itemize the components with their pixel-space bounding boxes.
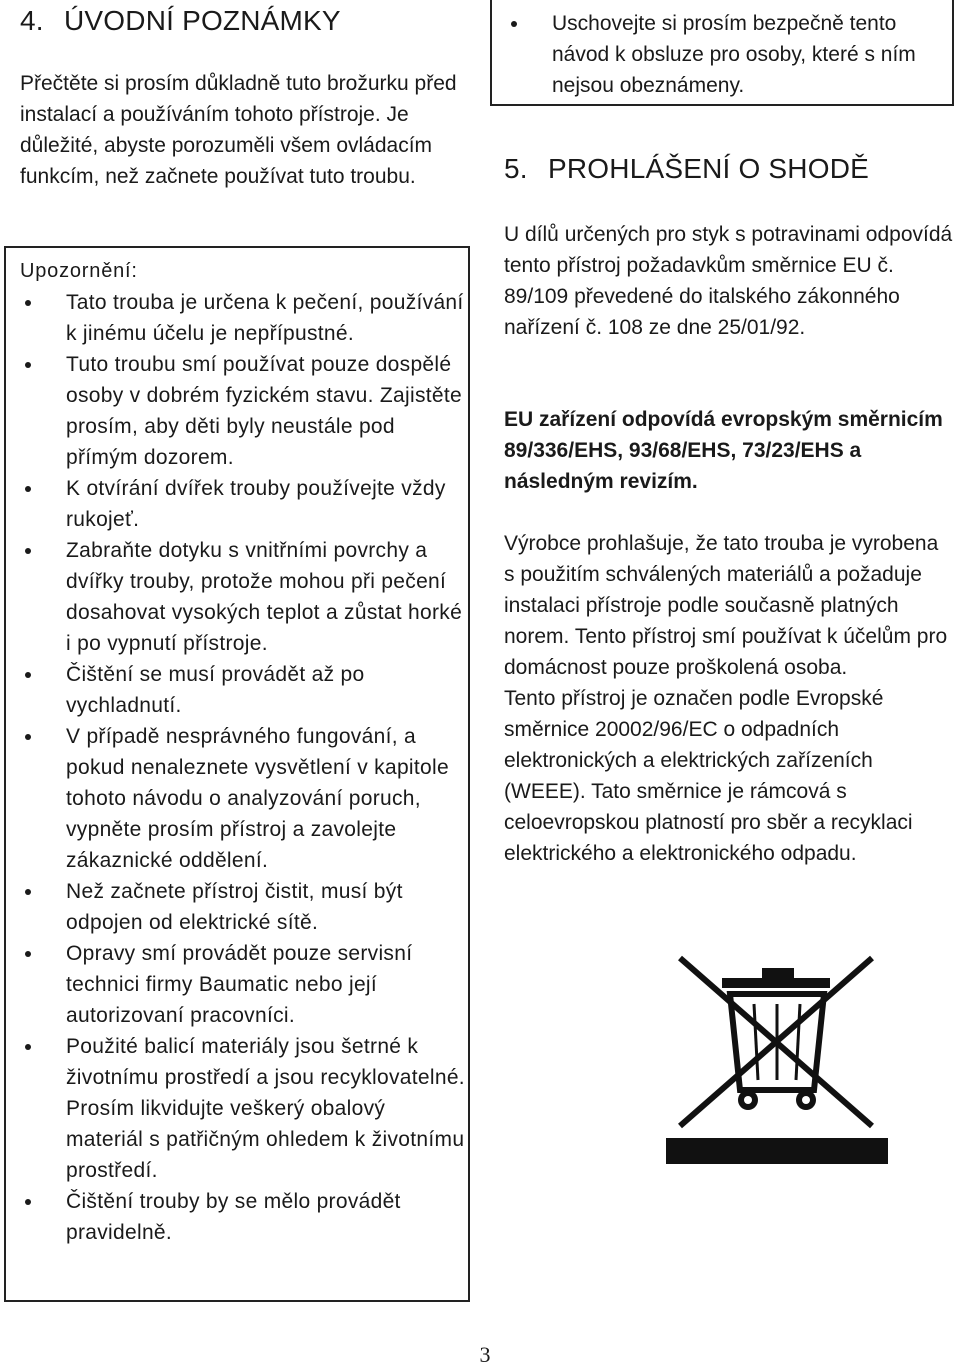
warning-box <box>4 246 470 1302</box>
bullet-icon <box>25 486 31 492</box>
list-item <box>6 287 466 349</box>
list-item-text: K otvírání dvířek trouby používejte vždy rukojeť. <box>66 477 446 531</box>
bullet-icon <box>25 362 31 368</box>
bullet-icon <box>25 1199 31 1205</box>
section-title: ÚVODNÍ POZNÁMKY <box>64 5 341 36</box>
list-item-text: Tato trouba je určena k pečení, používání k jinému účelu je nepřípustné. <box>66 291 464 345</box>
list-item-text: Čištění trouby by se mělo provádět pravidelně. <box>66 1190 401 1244</box>
list-item-text: Uschovejte si prosím bezpečně tento návod k obsluze pro osoby, které s ním nejsou obeznámeny. <box>552 12 916 97</box>
warning-title: Upozornění: <box>20 260 138 282</box>
list-item-text: Opravy smí provádět pouze servisní technici firmy Baumatic nebo její autorizovaní pracovníci. <box>66 942 413 1027</box>
section-5-heading <box>504 152 869 186</box>
bullet-icon <box>25 889 31 895</box>
bullet-icon <box>25 951 31 957</box>
bullet-icon <box>25 672 31 678</box>
list-item <box>6 876 466 938</box>
list-item-text: Tuto troubu smí používat pouze dospělé osoby v dobrém fyzickém stavu. Zajistěte prosím, aby děti byly neustále pod přímým dozorem. <box>66 353 462 469</box>
list-item <box>6 1186 466 1248</box>
bullet-icon <box>511 21 517 27</box>
section-number: 4. <box>20 5 44 36</box>
continued-warning-list <box>492 8 932 101</box>
section-title: PROHLÁŠENÍ O SHODĚ <box>548 153 870 184</box>
warning-list <box>6 287 466 1248</box>
list-item-text: Použité balicí materiály jsou šetrné k životnímu prostředí a jsou recyklovatelné. Prosím likvidujte veškerý obalový materiál s patřičným ohledem k životnímu prostředí. <box>66 1035 465 1182</box>
weee-paragraph: Tento přístroj je označen podle Evropské směrnice 20002/96/EC o odpadních elektronických a elektrických zařízeních (WEEE). Tato směrnice je rámcová s celoevropskou platností pro sběr a recyklaci elektrického a elektronického odpadu. <box>504 687 913 865</box>
list-item <box>6 938 466 1031</box>
list-item-text: Zabraňte dotyku s vnitřními povrchy a dvířky trouby, protože mohou při pečení dosahovat vysokých teplot a zůstat horké i po vypnutí přístroje. <box>66 539 463 655</box>
bullet-icon <box>25 734 31 740</box>
page-number: 3 <box>479 1342 491 1367</box>
list-item-text: Čištění se musí provádět až po vychladnutí. <box>66 663 365 717</box>
eu-directives-paragraph: EU zařízení odpovídá evropským směrnicím 89/336/EHS, 93/68/EHS, 73/23/EHS a následným revizím. <box>504 408 943 493</box>
manufacturer-declaration <box>504 528 954 869</box>
section-number: 5. <box>504 153 528 184</box>
list-item <box>6 1031 466 1186</box>
food-contact-paragraph: U dílů určených pro styk s potravinami odpovídá tento přístroj požadavkům směrnice EU č. 89/109 převedené do italského zákonného nařízení č. 108 ze dne 25/01/92. <box>504 223 953 339</box>
intro-paragraph: Přečtěte si prosím důkladně tuto brožurku před instalací a používáním tohoto přístroje. Je důležité, abyste porozuměli všem ovládacím funkcím, než začnete používat tuto troubu. <box>20 72 457 188</box>
list-item <box>6 473 466 535</box>
continued-warning-box <box>490 0 954 106</box>
list-item-text: V případě nesprávného fungování, a pokud nenaleznete vysvětlení v kapitole tohoto návodu o analyzování poruch, vypněte prosím přístroj a zavolejte zákaznické oddělení. <box>66 725 449 872</box>
list-item <box>492 8 932 101</box>
bullet-icon <box>25 548 31 554</box>
list-item <box>6 721 466 876</box>
list-item <box>6 659 466 721</box>
list-item <box>6 535 466 659</box>
list-item-text: Než začnete přístroj čistit, musí být odpojen od elektrické sítě. <box>66 880 403 934</box>
bullet-icon <box>25 300 31 306</box>
list-item <box>6 349 466 473</box>
section-4-heading <box>20 4 341 38</box>
crossed-out-wheelie-bin-icon <box>650 950 910 1165</box>
bullet-icon <box>25 1044 31 1050</box>
manufacturer-paragraph: Výrobce prohlašuje, že tato trouba je vyrobena s použitím schválených materiálů a požaduje instalaci přístroje podle současně platných norem. Tento přístroj smí používat k účelům pro domácnost pouze proškolená osoba. <box>504 532 948 679</box>
